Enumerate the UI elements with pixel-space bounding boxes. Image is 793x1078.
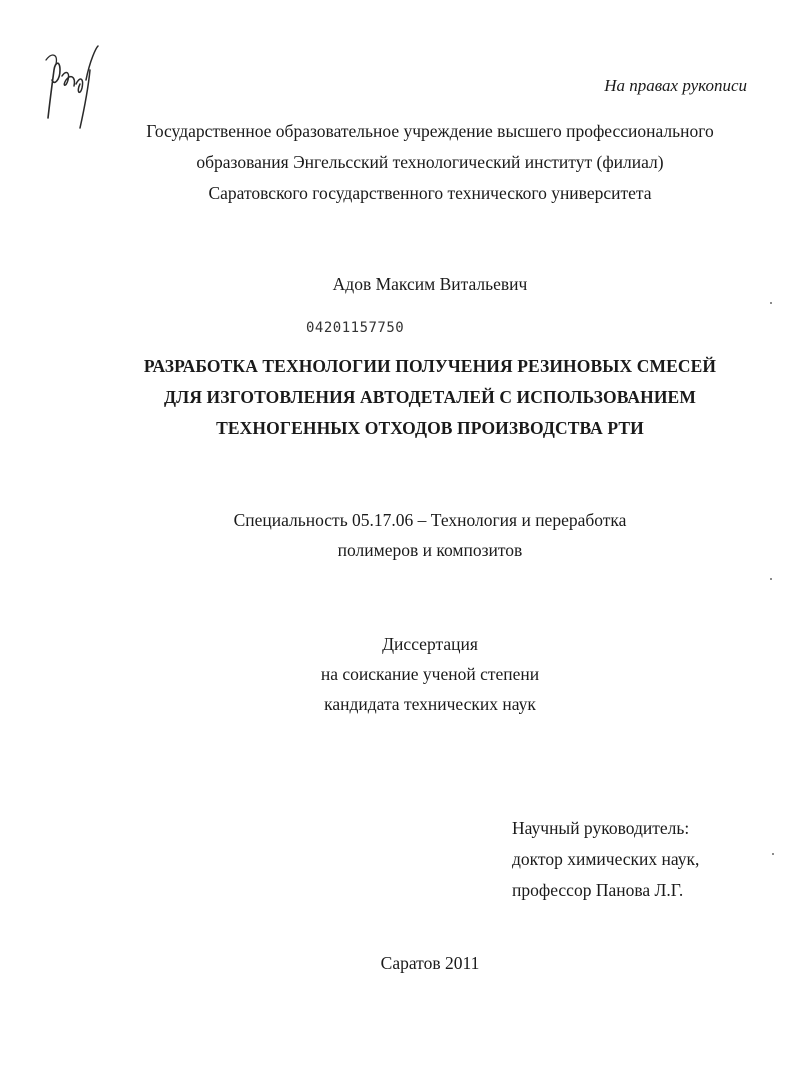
scan-speck xyxy=(770,578,772,580)
title-line-1: РАЗРАБОТКА ТЕХНОЛОГИИ ПОЛУЧЕНИЯ РЕЗИНОВЫХ СМЕСЕЙ xyxy=(143,356,717,376)
scan-speck xyxy=(770,302,772,304)
advisor-line-1: Научный руководитель: xyxy=(512,818,690,838)
scan-speck xyxy=(772,853,774,855)
advisor-line-3: профессор Панова Л.Г. xyxy=(512,880,684,900)
title-line-2: ДЛЯ ИЗГОТОВЛЕНИЯ АВТОДЕТАЛЕЙ С ИСПОЛЬЗОВАНИЕМ xyxy=(164,387,696,407)
institution-line-3: Саратовского государственного технического университета xyxy=(208,183,652,203)
institution-line-1: Государственное образовательное учреждение высшего профессионального xyxy=(146,121,714,141)
specialty-line-1: Специальность 05.17.06 – Технология и переработка xyxy=(233,510,627,530)
institution-line-2: образования Энгельсский технологический институт (филиал) xyxy=(196,152,664,172)
advisor-line-2: доктор химических наук, xyxy=(512,849,700,869)
title-line-3: ТЕХНОГЕННЫХ ОТХОДОВ ПРОИЗВОДСТВА РТИ xyxy=(216,418,644,438)
specialty-line-2: полимеров и композитов xyxy=(337,540,523,560)
degree-line-3: кандидата технических наук xyxy=(324,694,536,714)
degree-line-2: на соискание ученой степени xyxy=(320,664,540,684)
degree-line-1: Диссертация xyxy=(382,634,478,654)
catalog-code: 04201157750 xyxy=(306,320,405,336)
rights-note: На правах рукописи xyxy=(604,76,747,95)
handwritten-signature-icon xyxy=(40,40,102,130)
city-year: Саратов 2011 xyxy=(380,953,480,973)
author-name: Адов Максим Витальевич xyxy=(332,274,528,294)
